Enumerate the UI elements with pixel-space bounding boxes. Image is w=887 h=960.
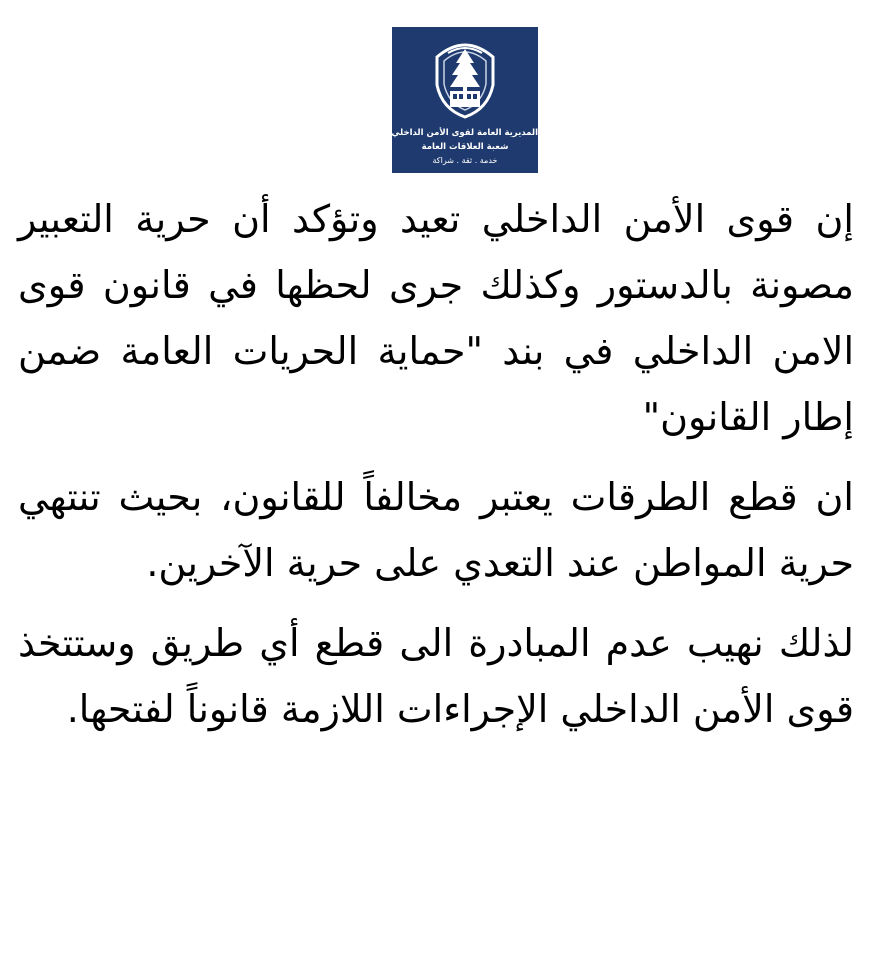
statement-body	[18, 186, 854, 756]
logo-line-motto: خدمة . ثقة . شراكة	[432, 156, 498, 165]
paragraph-road-blocking: ان قطع الطرقات يعتبر مخالفاً للقانون، بحيث تنتهي حرية المواطن عند التعدي على حرية الآخرين.	[18, 475, 854, 585]
isf-logo	[392, 27, 538, 173]
logo-line-department: شعبة العلاقات العامة	[421, 142, 509, 152]
isf-emblem-icon	[392, 27, 538, 127]
logo-line-directorate: المديرية العامة لقوى الأمن الداخلي	[391, 128, 538, 138]
paragraph-freedom-of-expression: إن قوى الأمن الداخلي تعيد وتؤكد أن حرية التعبير مصونة بالدستور وكذلك جرى لحظها في قانون قوى الامن الداخلي في بند "حماية الحريات العامة ضمن إطار القانون"	[18, 197, 854, 439]
paragraph-call-to-action: لذلك نهيب عدم المبادرة الى قطع أي طريق وستتخذ قوى الأمن الداخلي الإجراءات اللازمة قانوناً لفتحها.	[18, 621, 854, 731]
